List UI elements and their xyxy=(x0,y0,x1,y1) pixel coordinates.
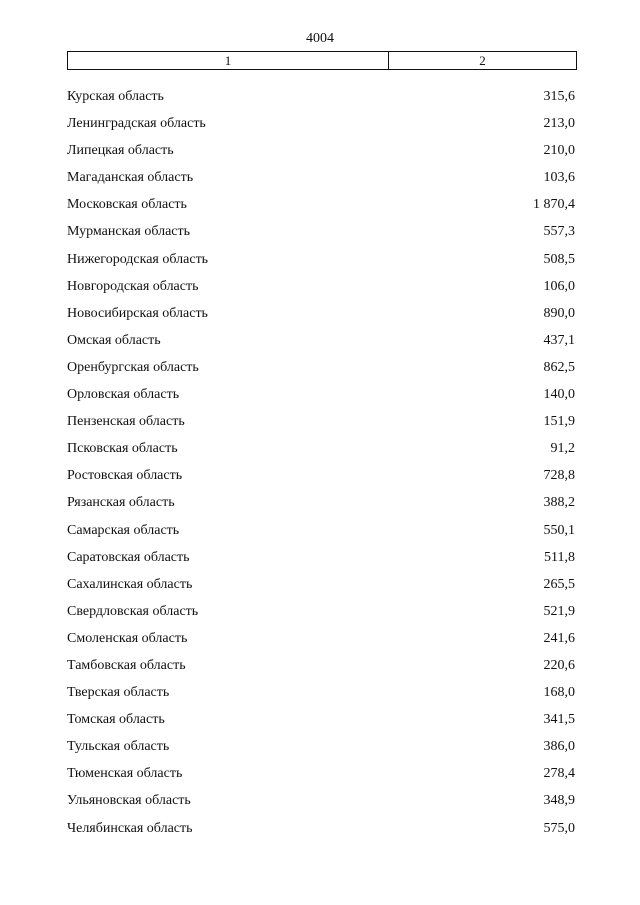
region-name: Оренбургская область xyxy=(67,359,199,375)
table-row xyxy=(67,549,575,576)
table-row xyxy=(67,630,575,657)
table-row xyxy=(67,494,575,521)
region-name: Рязанская область xyxy=(67,495,175,511)
region-name: Псковская область xyxy=(67,441,178,457)
region-value: 106,0 xyxy=(543,278,575,294)
table-row xyxy=(67,88,575,115)
region-name: Мурманская область xyxy=(67,224,191,240)
table-row xyxy=(67,115,575,142)
table-row xyxy=(67,413,575,440)
region-value: 550,1 xyxy=(543,522,575,538)
region-name: Саратовская область xyxy=(67,549,190,565)
region-name: Омская область xyxy=(67,332,161,348)
region-value: 388,2 xyxy=(543,495,575,511)
region-value: 241,6 xyxy=(543,630,575,646)
table-row xyxy=(67,305,575,332)
region-value: 728,8 xyxy=(543,468,575,484)
region-value: 341,5 xyxy=(543,712,575,728)
region-name: Ростовская область xyxy=(67,468,183,484)
region-value: 557,3 xyxy=(543,224,575,240)
region-value: 511,8 xyxy=(544,549,575,565)
table-row xyxy=(67,332,575,359)
region-value: 890,0 xyxy=(543,305,575,321)
table-row xyxy=(67,522,575,549)
region-name: Сахалинская область xyxy=(67,576,193,592)
table-row xyxy=(67,142,575,169)
region-value: 210,0 xyxy=(543,143,575,159)
table-header xyxy=(67,51,577,70)
region-name: Новгородская область xyxy=(67,278,199,294)
table-row xyxy=(67,711,575,738)
table-row xyxy=(67,223,575,250)
table-row xyxy=(67,684,575,711)
header-column-1: 1 xyxy=(68,52,389,69)
region-name: Нижегородская область xyxy=(67,251,209,267)
region-name: Тульская область xyxy=(67,739,170,755)
region-list xyxy=(67,88,575,847)
region-name: Липецкая область xyxy=(67,143,174,159)
table-row xyxy=(67,278,575,305)
table-row xyxy=(67,738,575,765)
header-column-2: 2 xyxy=(479,53,486,68)
region-value: 278,4 xyxy=(543,766,575,782)
table-row xyxy=(67,169,575,196)
region-name: Магаданская область xyxy=(67,170,194,186)
region-name: Новосибирская область xyxy=(67,305,208,321)
table-row xyxy=(67,386,575,413)
region-value: 862,5 xyxy=(543,359,575,375)
region-value: 386,0 xyxy=(543,739,575,755)
region-name: Тюменская область xyxy=(67,766,183,782)
region-value: 91,2 xyxy=(550,441,575,457)
region-value: 1 870,4 xyxy=(533,197,575,213)
table-row xyxy=(67,765,575,792)
region-value: 213,0 xyxy=(543,116,575,132)
region-name: Самарская область xyxy=(67,522,180,538)
region-value: 575,0 xyxy=(543,820,575,836)
region-name: Тверская область xyxy=(67,685,170,701)
region-name: Челябинская область xyxy=(67,820,193,836)
region-value: 521,9 xyxy=(543,603,575,619)
region-value: 168,0 xyxy=(543,685,575,701)
table-row xyxy=(67,657,575,684)
region-name: Свердловская область xyxy=(67,603,199,619)
region-name: Орловская область xyxy=(67,387,180,403)
table-row xyxy=(67,440,575,467)
region-value: 140,0 xyxy=(543,387,575,403)
table-row xyxy=(67,603,575,630)
region-value: 151,9 xyxy=(543,414,575,430)
table-row xyxy=(67,576,575,603)
region-value: 103,6 xyxy=(543,170,575,186)
region-value: 508,5 xyxy=(543,251,575,267)
table-row xyxy=(67,467,575,494)
table-row xyxy=(67,196,575,223)
region-value: 220,6 xyxy=(543,657,575,673)
region-value: 265,5 xyxy=(543,576,575,592)
region-name: Ленинградская область xyxy=(67,116,206,132)
region-name: Ульяновская область xyxy=(67,793,191,809)
region-name: Томская область xyxy=(67,712,165,728)
region-value: 437,1 xyxy=(543,332,575,348)
region-name: Курская область xyxy=(67,89,164,104)
table-row xyxy=(67,251,575,278)
region-name: Пензенская область xyxy=(67,414,185,430)
region-name: Московская область xyxy=(67,197,187,213)
table-row xyxy=(67,792,575,819)
region-value: 348,9 xyxy=(543,793,575,809)
page-number: 4004 xyxy=(306,31,334,46)
table-row xyxy=(67,820,575,847)
table-row xyxy=(67,359,575,386)
region-name: Тамбовская область xyxy=(67,657,186,673)
region-name: Смоленская область xyxy=(67,630,188,646)
region-value: 315,6 xyxy=(543,89,575,104)
